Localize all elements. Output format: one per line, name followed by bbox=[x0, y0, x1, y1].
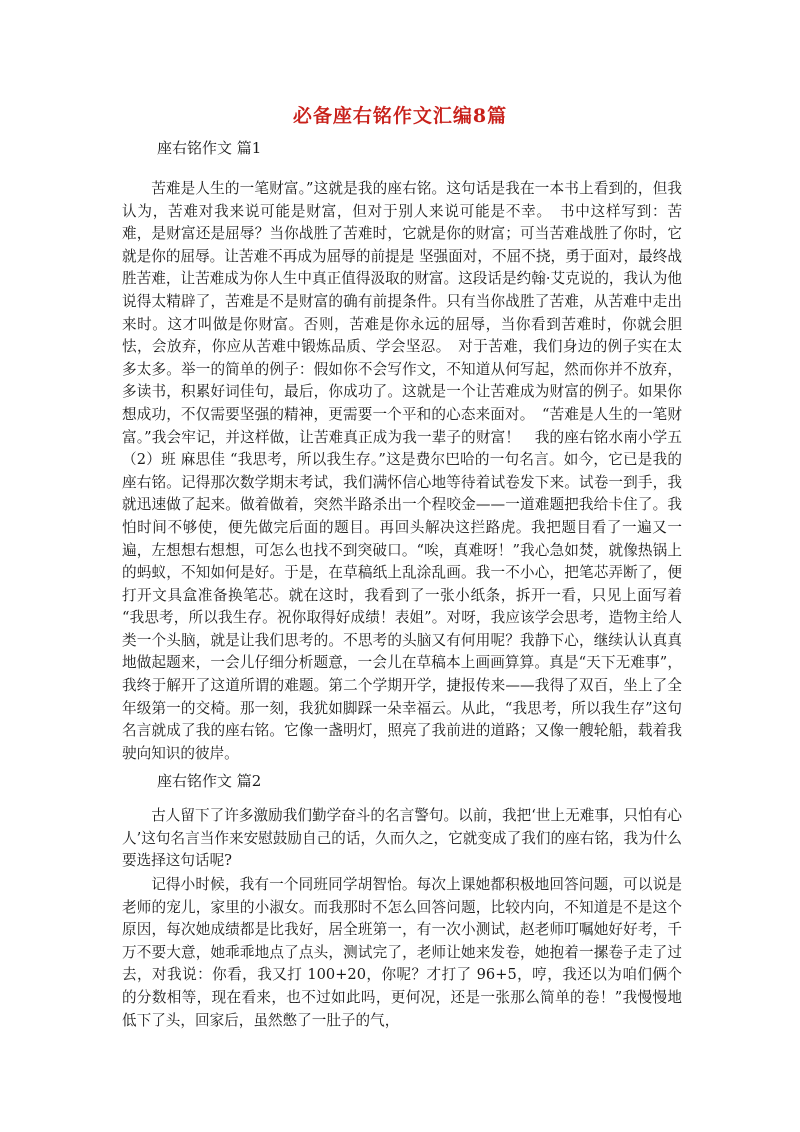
document-title: 必备座右铭作文汇编8篇 bbox=[292, 105, 508, 127]
section-1-paragraph-1: 苦难是人生的一笔财富。”这就是我的座右铭。这句话是我在一本书上看到的，但我认为，苦难对我来说可能是财富，但对于别人来说可能是不幸。 书中这样写到：苦难，是财富还是屈辱？当你战胜了苦难时，它就是你的财富；可当苦难战胜了你时，它就是你的屈辱。让苦难不再成为屈辱的前提是 坚强面对，不屈不挠，勇于面对，最终战胜苦难，让苦难成为你人生中真正值得汲取的财富。这段话是约翰·艾克说的，我认为他说得太精辟了，苦难是不是财富的确有前提条件。只有当你战胜了苦难，从苦难中走出来时。这才叫做是你财富。否则，苦难是你永远的屈辱，当你看到苦难时，你就会胆怯，会放弃，你应从苦难中锻炼品质、学会坚忍。 对于苦难，我们身边的例子实在太多太多。举一的简单的例子：假如你不会写作文，不知道从何写起，然而你并不放弃，多读书，积累好词佳句，最后，你成功了。这就是一个让苦难成为财富的例子。如果你想成功，不仅需要坚强的精神，更需要一个平和的心态来面对。 “苦难是人生的一笔财富。”我会牢记，并这样做，让苦难真正成为我一辈子的财富！ 我的座右铭水南小学五（2）班 麻思佳 “我思考，所以我生存。”这是费尔巴哈的一句名言。如今，它已是我的座右铭。记得那次数学期末考试，我们满怀信心地等待着试卷发下来。试卷一到手，我就迅速做了起来。做着做着，突然半路杀出一个程咬金——一道难题把我给卡住了。我怕时间不够使，便先做完后面的题目。再回头解决这拦路虎。我把题目看了一遍又一遍，左想想右想想，可怎么也找不到突破口。“唉，真难呀！”我心急如焚，就像热锅上的蚂蚁，不知如何是好。于是，在草稿纸上乱涂乱画。我一不小心，把笔芯弄断了，便打开文具盒准备换笔芯。就在这时，我看到了一张小纸条，拆开一看，只见上面写着 “我思考，所以我生存。祝你取得好成绩！表姐”。对呀，我应该学会思考，造物主给人类一个头脑，就是让我们思考的。不思考的头脑又有何用呢？我静下心，继续认认真真地做起题来，一会儿仔细分析题意，一会儿在草稿本上画画算算。真是“天下无难事”，我终于解开了这道所谓的难题。第二个学期开学，捷报传来——我得了双百，坐上了全年级第一的交椅。那一刻，我犹如脚踩一朵幸福云。从此，“我思考，所以我生存”这句名言就成了我的座右铭。它像一盏明灯，照亮了我前进的道路；又像一艘轮船，载着我驶向知识的彼岸。 bbox=[122, 180, 682, 762]
section-2-paragraph-2: 记得小时候，我有一个同班同学胡智怡。每次上课她都积极地回答问题，可以说是老师的宠儿，家里的小淑女。而我那时不怎么回答问题，比较内向，不知道是不是这个原因，每次她成绩都是比我好，居全班第一，有一次小测试，赵老师叮嘱她好好考，千万不要大意，她乖乖地点了点头，测试完了，老师让她来发卷，她抱着一摞卷子走了过去，对我说：你看，我又打 100+20，你呢？才打了 96+5，哼，我还以为咱们俩个的分数相等，现在看来，也不过如此吗，更何况，还是一张那么简单的卷！”我慢慢地低下了头，回家后，虽然憋了一肚子的气， bbox=[122, 876, 682, 1029]
section-2-paragraph-1: 古人留下了许多激励我们勤学奋斗的名言警句。以前，我把‘世上无难事，只怕有心人’这句名言当作来安慰鼓励自己的话，久而久之，它就变成了我们的座右铭，我为什么要选择这句话呢? bbox=[122, 807, 682, 870]
section-heading-2: 座右铭作文 篇2 bbox=[157, 772, 262, 790]
section-heading-1: 座右铭作文 篇1 bbox=[157, 139, 262, 157]
